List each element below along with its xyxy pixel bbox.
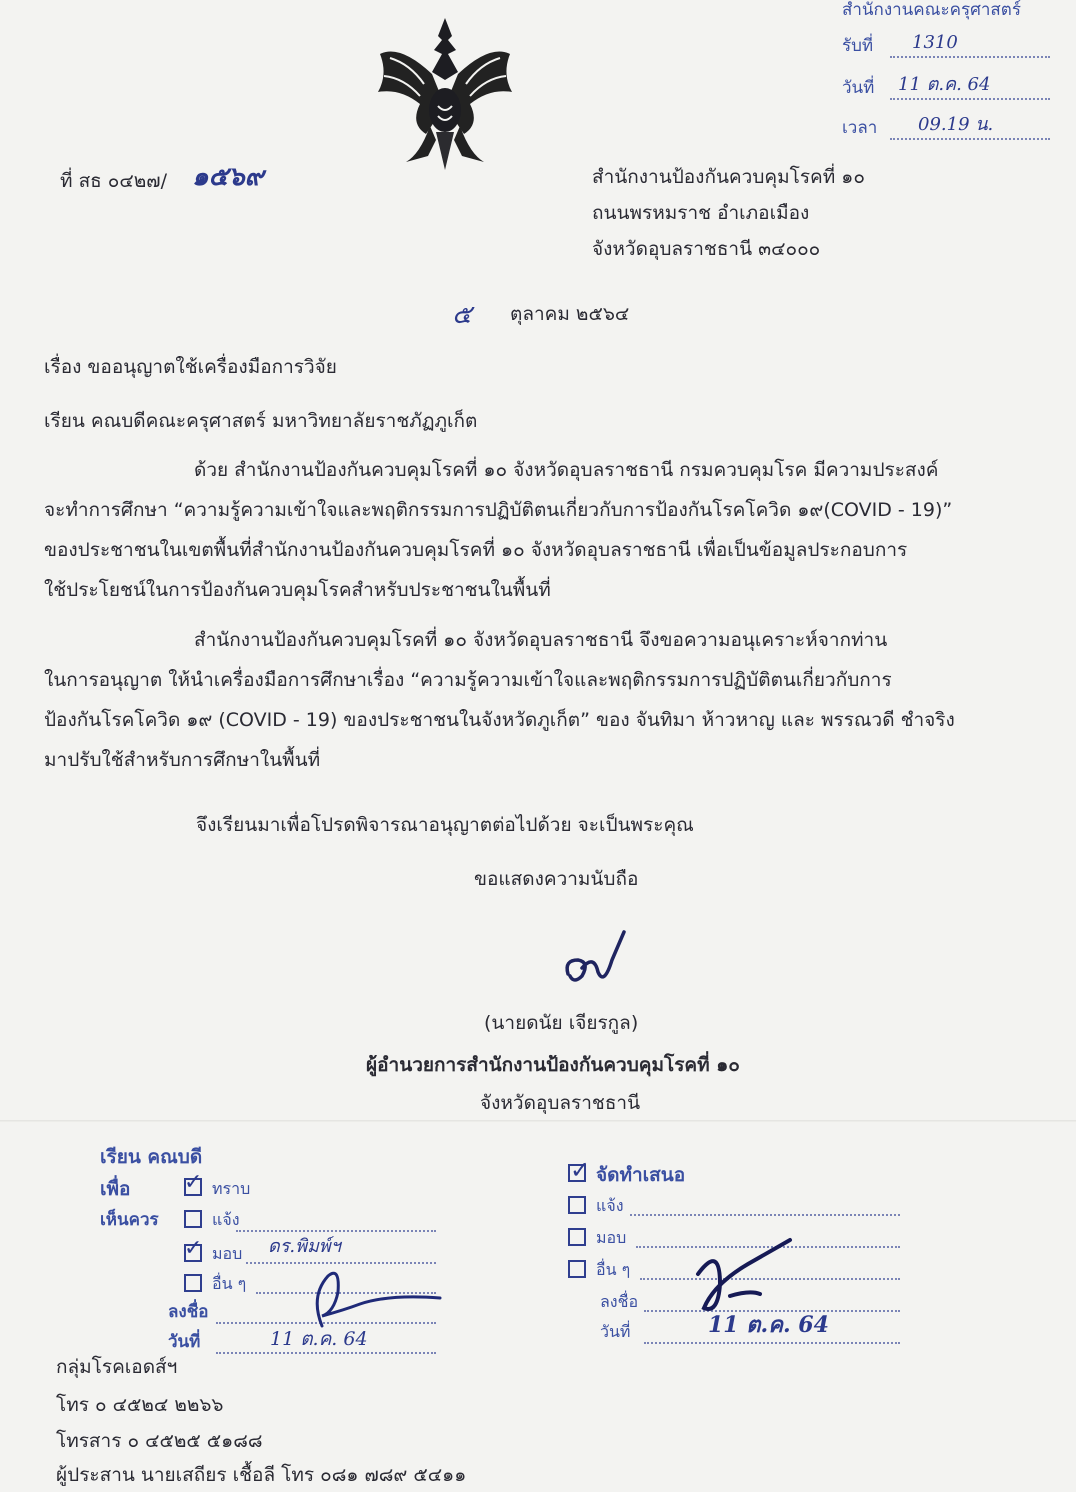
memo-left-date-line — [216, 1352, 436, 1354]
memo-left-option-1: ทราบ — [212, 1179, 251, 1198]
receipt-time-value: 09.19 น. — [918, 114, 994, 135]
subject-line: เรื่อง ขออนุญาตใช้เครื่องมือการวิจัย — [44, 356, 337, 378]
memo-right-date-line — [644, 1342, 900, 1344]
memo-left-check-mark-3: ✓ — [184, 1236, 203, 1261]
receipt-org: สำนักงานคณะครุศาสตร์ — [842, 0, 1021, 20]
letter-date: ตุลาคม ๒๕๖๔ — [510, 303, 630, 325]
footer-phone: โทร ๐ ๔๕๒๔ ๒๒๖๖ — [56, 1394, 224, 1416]
memo-right-checkbox-3 — [568, 1228, 586, 1246]
memo-left-checkbox-2 — [184, 1210, 202, 1228]
memo-left-for: เพื่อ — [100, 1178, 131, 1200]
memo-left-date-value: 11 ต.ค. 64 — [270, 1328, 368, 1350]
memo-right-option-4: อื่น ๆ — [596, 1260, 631, 1279]
paragraph-2-line: มาปรับใช้สำหรับการศึกษาในพื้นที่ — [44, 749, 321, 771]
footer-department: กลุ่มโรคเอดส์ฯ — [56, 1356, 178, 1378]
address-line-3: จังหวัดอุบลราชธานี ๓๔๐๐๐ — [592, 238, 821, 260]
paper-fold — [0, 1120, 1076, 1123]
officer-signature — [690, 1234, 800, 1324]
memo-right-checkbox-2 — [568, 1196, 586, 1214]
memo-left-option-4: อื่น ๆ — [212, 1274, 247, 1293]
reference-number: ที่ สธ ๐๔๒๗/ — [60, 170, 167, 192]
memo-right-option-3: มอบ — [596, 1228, 627, 1247]
paragraph-1 — [44, 450, 984, 610]
paragraph-2-line: ในการอนุญาต ให้นำเครื่องมือการศึกษาเรื่อง “ความรู้ความเข้าใจและพฤติกรรมการปฏิบัติตนเกี่ยวกับการ — [44, 669, 892, 691]
receipt-time-line — [890, 138, 1050, 140]
signer-name: (นายดนัย เจียรกูล) — [484, 1012, 639, 1034]
memo-right-sign-label: ลงชื่อ — [600, 1292, 639, 1311]
paragraph-2-line: ป้องกันโรคโควิด ๑๙ (COVID - 19) ของประชาชนในจังหวัดภูเก็ต” ของ จันทิมา ห้าวหาญ และ พรรณวดี ชำจริง — [44, 709, 955, 731]
letter-date-day: ๕ — [452, 300, 472, 330]
memo-right-check-mark: ✓ — [570, 1156, 591, 1184]
memo-left-line-2 — [236, 1230, 436, 1232]
footer-coordinator: ผู้ประสาน นายเสถียร เชื้อลี โทร ๐๘๑ ๗๘๙ ๕๔๑๑ — [56, 1464, 467, 1486]
reference-number-handwritten: ๑๕๖๙ — [192, 162, 264, 192]
receipt-date-label: วันที่ — [842, 78, 875, 98]
memo-left-assignee: ดร.พิมพ์ฯ — [268, 1236, 341, 1257]
paragraph-1-line: จะทำการศึกษา “ความรู้ความเข้าใจและพฤติกรรมการปฏิบัติตนเกี่ยวกับการป้องกันโรคโควิด ๑๙(COVID - 19)” — [44, 499, 953, 521]
signer-province: จังหวัดอุบลราชธานี — [480, 1092, 641, 1114]
receipt-time-label: เวลา — [842, 118, 878, 138]
paragraph-1-line: ของประชาชนในเขตพื้นที่สำนักงานป้องกันควบคุมโรคที่ ๑๐ จังหวัดอุบลราชธานี เพื่อเป็นข้อมูลประกอบการ — [44, 539, 908, 561]
dean-signature — [300, 1256, 450, 1336]
memo-right-line-2 — [630, 1214, 900, 1216]
memo-left-checkbox-4 — [184, 1274, 202, 1292]
closing-line: จึงเรียนมาเพื่อโปรดพิจารณาอนุญาตต่อไปด้วย จะเป็นพระคุณ — [196, 814, 694, 836]
memo-right-option-2: แจ้ง — [596, 1196, 624, 1215]
recipient-line: เรียน คณบดีคณะครุศาสตร์ มหาวิทยาลัยราชภัฏภูเก็ต — [44, 410, 478, 432]
receipt-number-label: รับที่ — [842, 36, 874, 56]
paragraph-1-line: ด้วย สำนักงานป้องกันควบคุมโรคที่ ๑๐ จังหวัดอุบลราชธานี กรมควบคุมโรค มีความประสงค์ — [194, 459, 939, 481]
receipt-date-value: 11 ต.ค. 64 — [898, 74, 991, 95]
address-line-2: ถนนพรหมราช อำเภอเมือง — [592, 202, 810, 224]
memo-left-to: เรียน คณบดี — [100, 1146, 203, 1168]
regards-line: ขอแสดงความนับถือ — [474, 868, 639, 890]
memo-left-opinion: เห็นควร — [100, 1210, 159, 1230]
paragraph-2-line: สำนักงานป้องกันควบคุมโรคที่ ๑๐ จังหวัดอุบลราชธานี จึงขอความอนุเคราะห์จากท่าน — [194, 629, 888, 651]
receipt-date-line — [890, 98, 1050, 100]
garuda-emblem — [370, 14, 520, 174]
receipt-number-line — [890, 56, 1050, 58]
signer-title: ผู้อำนวยการสำนักงานป้องกันควบคุมโรคที่ ๑๐ — [366, 1054, 740, 1076]
footer-fax: โทรสาร ๐ ๔๕๒๕ ๕๑๘๘ — [56, 1430, 263, 1452]
memo-right-date-value: 11 ต.ค. 64 — [708, 1312, 829, 1338]
paragraph-2 — [44, 620, 984, 780]
memo-right-checkbox-4 — [568, 1260, 586, 1278]
memo-left-option-3: มอบ — [212, 1244, 243, 1263]
memo-left-date-label: วันที่ — [168, 1332, 201, 1352]
memo-right-date-label: วันที่ — [600, 1322, 631, 1341]
director-signature — [560, 926, 640, 996]
memo-left-option-2: แจ้ง — [212, 1210, 240, 1229]
address-line-1: สำนักงานป้องกันควบคุมโรคที่ ๑๐ — [592, 166, 865, 188]
memo-left-check-mark: ✓ — [184, 1170, 203, 1195]
paragraph-1-line: ใช้ประโยชน์ในการป้องกันควบคุมโรคสำหรับประชาชนในพื้นที่ — [44, 579, 551, 601]
memo-left-sign-label: ลงชื่อ — [168, 1302, 209, 1322]
memo-right-option-1: จัดทำเสนอ — [596, 1164, 686, 1186]
receipt-number-value: 1310 — [912, 32, 958, 53]
